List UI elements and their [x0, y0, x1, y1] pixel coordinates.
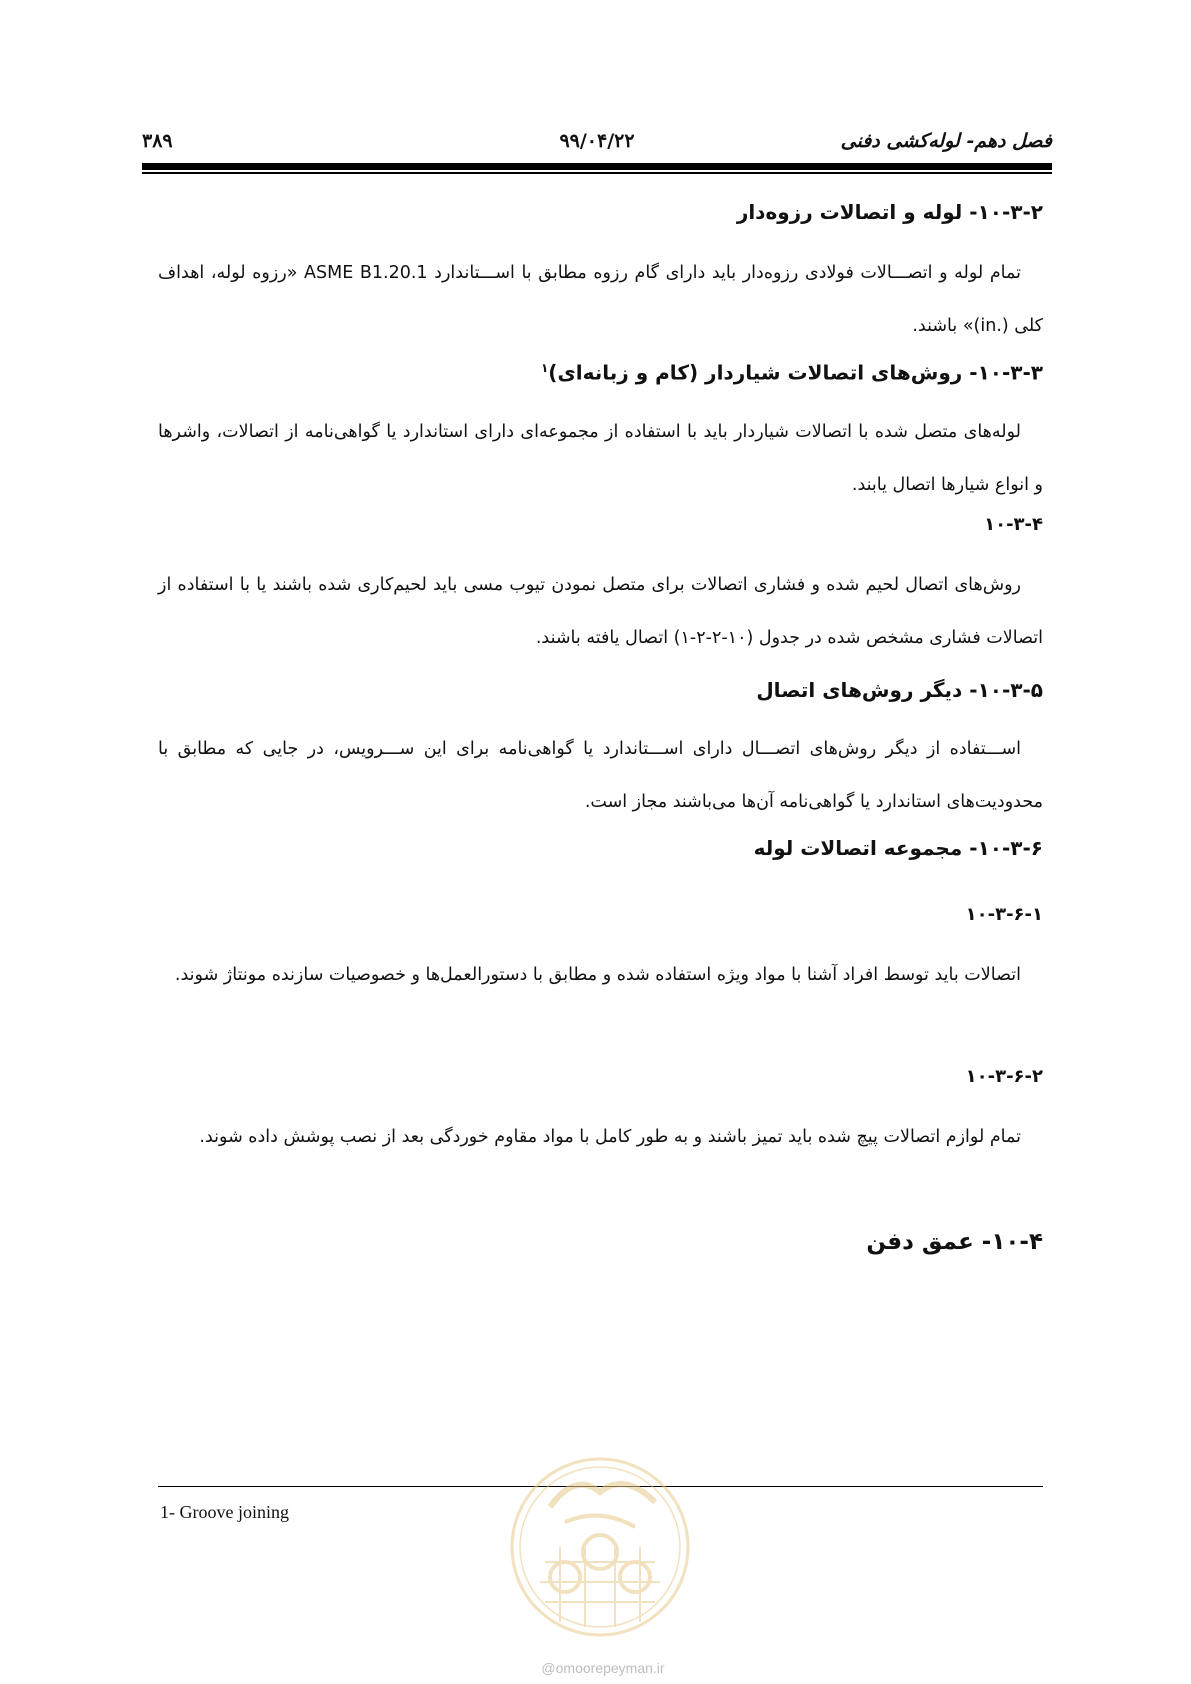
chapter-title: فصل دهم- لوله‌کشی دفنی: [840, 130, 1052, 152]
section-number: ۱۰-۳-۴: [984, 514, 1043, 535]
section-paragraph: روش‌های اتصال لحیم شده و فشاری اتصالات برای متصل نمودن تیوب مسی باید لحیم‌کاری شده باشند یا با استفاده از اتصالات فشاری مشخص شده در جدول (۱۰-۲-۲-۱) اتصال یافته باشند.: [158, 575, 1043, 648]
section-10-4: [158, 1225, 1043, 1259]
section-heading-text: ۱۰-۳-۳- روش‌های اتصالات شیاردار (کام و زبانه‌ای): [548, 360, 1043, 385]
running-header: [142, 124, 1052, 160]
section-number: ۱۰-۳-۶-۱: [965, 904, 1043, 925]
section-paragraph: اتصالات باید توسط افراد آشنا با مواد ویژه استفاده شده و مطابق با دستورالعمل‌ها و خصوصیات سازنده مونتاژ شوند.: [174, 965, 1021, 985]
watermark-seal: [505, 1452, 695, 1657]
section-10-3-5: [158, 675, 1043, 829]
watermark-url: @omoorepeyman.ir: [541, 1660, 665, 1676]
section-number: ۱۰-۳-۶-۲: [965, 1066, 1043, 1087]
section-paragraph: اســـتفاده از دیگر روش‌های اتصـــال دارای اســـتاندارد یا گواهی‌نامه برای این ســـرویس، در جایی که مطابق با محدودیت‌های استاندارد یا گواهی‌نامه آن‌ها می‌باشند مجاز است.: [158, 739, 1043, 812]
section-10-3-6-1: [158, 901, 1043, 1002]
footnote: 1- Groove joining: [160, 1502, 289, 1522]
section-heading: ۱۰-۳-۶- مجموعه اتصالات لوله: [753, 836, 1043, 860]
section-paragraph: تمام لوازم اتصالات پیچ شده باید تمیز باشند و به طور کامل با مواد مقاوم خوردگی بعد از نصب پوشش داده شوند.: [199, 1127, 1021, 1147]
section-heading: ۱۰-۳-۲- لوله و اتصالات رزوه‌دار: [736, 200, 1043, 224]
chapter-section-heading: ۱۰-۴- عمق دفن: [866, 1229, 1043, 1255]
section-10-3-6-2: [158, 1063, 1043, 1164]
section-10-3-6: [158, 833, 1043, 863]
section-heading: [158, 353, 1043, 388]
section-heading: ۱۰-۳-۵- دیگر روش‌های اتصال: [756, 678, 1043, 702]
section-10-3-3: [158, 353, 1043, 512]
footnote-marker: ۱: [540, 361, 549, 375]
header-rule-thin: [142, 172, 1052, 174]
section-paragraph: لوله‌های متصل شده با اتصالات شیاردار باید با استفاده از مجموعه‌ای دارای استاندارد یا گواهی‌نامه از اتصالات، واشرها و انواع شیارها اتصال یابند.: [158, 421, 1043, 495]
revision-date: ۹۹/۰۴/۲۲: [559, 130, 635, 152]
section-10-3-4: [158, 511, 1043, 665]
section-paragraph: تمام لوله و اتصـــالات فولادی رزوه‌دار باید دارای گام رزوه مطابق با اســـتاندارد ASME B1.20.1 «رزوه لوله، اهداف کلی (.in)» باشند.: [158, 263, 1043, 336]
header-rule-thick: [142, 163, 1052, 170]
section-10-3-2: [158, 197, 1043, 353]
page-number: ۳۸۹: [142, 130, 173, 152]
